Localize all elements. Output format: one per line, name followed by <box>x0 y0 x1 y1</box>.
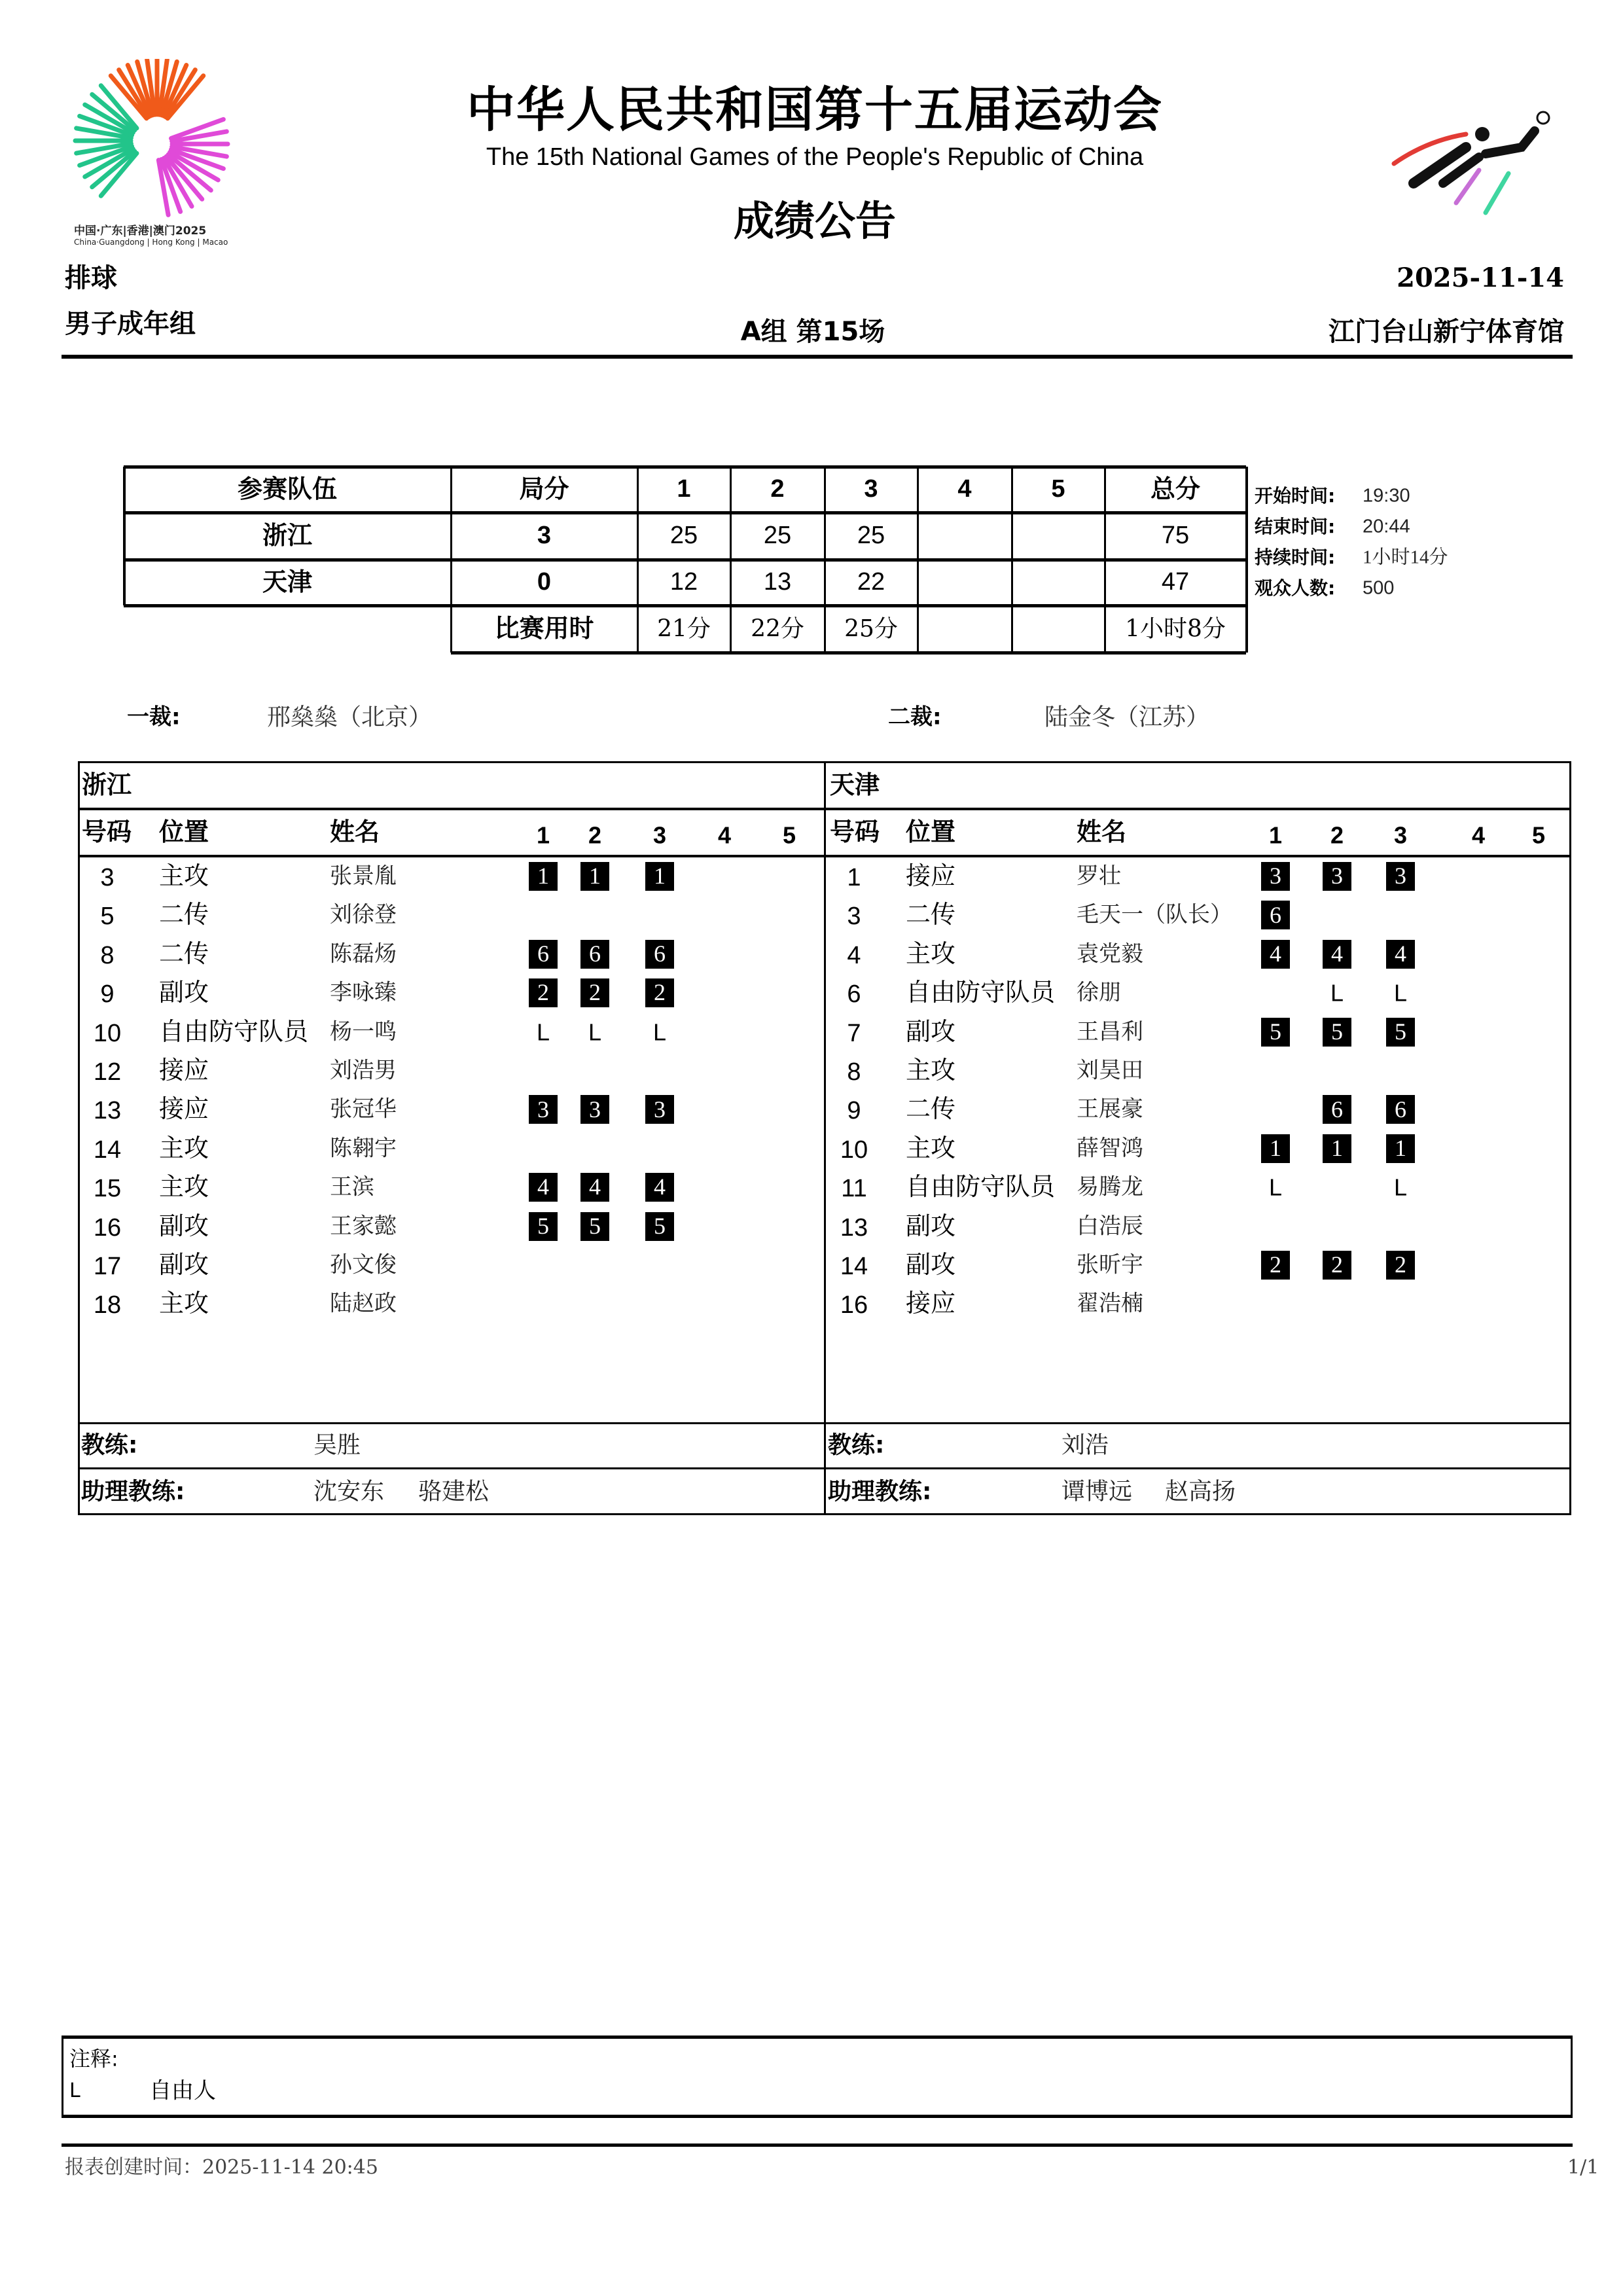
notes-label: 注释: <box>69 2046 118 2072</box>
libero-marker: L <box>652 1018 667 1045</box>
match-info-value: 1小时14分 <box>1363 547 1448 568</box>
logo-text-cn: 中国·广东|香港|澳门2025 <box>74 224 207 238</box>
player-name: 刘浩男 <box>330 1057 397 1084</box>
player-position: 接应 <box>159 1056 209 1085</box>
set-score-cell: 22 <box>857 568 885 596</box>
libero-marker: L <box>536 1018 550 1045</box>
match-info-label: 开始时间: <box>1255 484 1336 507</box>
player-position: 副攻 <box>159 978 209 1007</box>
header-set: 2 <box>1330 821 1344 849</box>
assistant-coach-name: 沈安东 <box>313 1478 385 1505</box>
roster-rule <box>78 855 1571 857</box>
player-name: 杨一鸣 <box>330 1018 397 1045</box>
first-referee-label: 一裁: <box>127 704 181 730</box>
starting-position-badge: 3 <box>580 1095 609 1124</box>
set-score-cell: 25 <box>857 522 885 550</box>
header-set: 5 <box>1531 821 1546 849</box>
player-number: 5 <box>100 903 115 931</box>
venue-label: 江门台山新宁体育馆 <box>1329 317 1564 347</box>
starting-position-badge: 5 <box>529 1212 558 1241</box>
table-rule <box>124 511 1246 514</box>
header-set: 4 <box>717 821 732 849</box>
player-position: 副攻 <box>906 1211 956 1240</box>
starting-position-badge: 6 <box>529 940 558 969</box>
header-number: 号码 <box>830 817 880 847</box>
match-info-label: 持续时间: <box>1255 546 1336 568</box>
starting-position-badge: 4 <box>1261 940 1290 969</box>
sets-won-cell: 3 <box>537 522 552 550</box>
starting-position-badge: 3 <box>645 1095 674 1124</box>
player-position: 二传 <box>159 900 209 929</box>
header-position: 位置 <box>159 817 209 847</box>
player-number: 10 <box>840 1136 868 1164</box>
player-position: 接应 <box>906 1289 956 1318</box>
libero-marker: L <box>1393 1174 1408 1201</box>
score-header-cell: 1 <box>677 475 691 503</box>
coach-name: 吴胜 <box>313 1431 361 1459</box>
libero-marker: L <box>1268 1174 1283 1201</box>
table-column-rule <box>1245 467 1248 653</box>
report-created-time: 报表创建时间：2025-11-14 20:45 <box>65 2155 378 2179</box>
volleyball-player-icon <box>1387 105 1564 216</box>
team-name-cell: 浙江 <box>262 521 313 550</box>
assistant-coach-name: 赵高扬 <box>1165 1478 1236 1505</box>
starting-position-badge: 1 <box>1261 1134 1290 1163</box>
starting-position-badge: 5 <box>1386 1018 1415 1047</box>
player-number: 13 <box>840 1213 868 1242</box>
player-number: 8 <box>847 1058 861 1086</box>
starting-position-badge: 4 <box>529 1173 558 1202</box>
match-date: 2025-11-14 <box>1397 262 1564 293</box>
player-position: 主攻 <box>906 1133 956 1162</box>
roster-divider <box>824 761 826 1515</box>
coach-name: 刘浩 <box>1061 1431 1109 1459</box>
starting-position-badge: 2 <box>1323 1251 1351 1280</box>
player-position: 二传 <box>159 939 209 968</box>
coach-label: 教练: <box>828 1431 885 1459</box>
player-position: 接应 <box>906 861 956 891</box>
player-name: 陆赵政 <box>330 1290 397 1317</box>
starting-position-badge: 2 <box>529 978 558 1007</box>
libero-marker: L <box>1330 979 1344 1007</box>
player-number: 9 <box>100 980 115 1009</box>
header-set: 1 <box>536 821 550 849</box>
player-number: 10 <box>93 1019 122 1047</box>
header-set: 2 <box>588 821 602 849</box>
player-name: 王展豪 <box>1077 1096 1143 1122</box>
header-number: 号码 <box>82 817 132 847</box>
starting-position-badge: 2 <box>1261 1251 1290 1280</box>
games-emblem-icon <box>69 59 245 223</box>
document-title: 成绩公告 <box>733 197 897 245</box>
starting-position-badge: 5 <box>645 1212 674 1241</box>
table-column-rule <box>1011 467 1013 653</box>
player-position: 二传 <box>906 900 956 929</box>
assistant-coach-name: 谭博远 <box>1061 1478 1133 1505</box>
starting-position-badge: 5 <box>580 1212 609 1241</box>
set-duration-cell: 25分 <box>844 615 898 643</box>
player-name: 张冠华 <box>330 1096 397 1122</box>
page-number: 1/1 <box>1567 2155 1599 2179</box>
header-set: 3 <box>652 821 667 849</box>
player-name: 李咏臻 <box>330 979 397 1006</box>
table-column-rule <box>450 467 452 653</box>
player-number: 17 <box>93 1253 122 1281</box>
player-name: 王滨 <box>330 1174 374 1200</box>
player-name: 孙文俊 <box>330 1251 397 1278</box>
player-name: 薛智鸿 <box>1077 1135 1143 1162</box>
note-meaning: 自由人 <box>149 2077 216 2104</box>
table-column-rule <box>637 467 639 653</box>
set-score-cell: 13 <box>763 568 792 596</box>
player-name: 王昌利 <box>1077 1018 1143 1045</box>
player-number: 14 <box>93 1136 122 1164</box>
starting-position-badge: 4 <box>580 1173 609 1202</box>
games-logo <box>69 59 245 262</box>
player-name: 袁党毅 <box>1077 941 1143 967</box>
score-header-cell: 总分 <box>1150 475 1201 504</box>
category-label: 男子成年组 <box>65 309 196 339</box>
set-score-cell: 12 <box>669 568 698 596</box>
table-column-rule <box>824 467 826 653</box>
header-rule <box>62 355 1573 359</box>
set-duration-cell: 21分 <box>657 615 711 643</box>
match-info-value: 19:30 <box>1363 485 1410 507</box>
score-header-cell: 4 <box>957 475 972 503</box>
assistant-coach-label: 助理教练: <box>81 1478 185 1505</box>
starting-position-badge: 2 <box>645 978 674 1007</box>
table-rule <box>124 558 1246 562</box>
volleyball-pictogram <box>1387 105 1564 219</box>
total-score-cell: 75 <box>1161 522 1190 550</box>
notes-box <box>62 2036 1573 2118</box>
player-name: 翟浩楠 <box>1077 1290 1143 1317</box>
match-info-label: 观众人数: <box>1255 577 1336 599</box>
player-position: 二传 <box>906 1094 956 1124</box>
player-position: 主攻 <box>159 1133 209 1162</box>
player-number: 3 <box>847 903 861 931</box>
match-info-value: 20:44 <box>1363 516 1410 537</box>
table-rule <box>124 465 1246 469</box>
starting-position-badge: 3 <box>529 1095 558 1124</box>
player-name: 张景胤 <box>330 863 397 889</box>
starting-position-badge: 1 <box>580 862 609 891</box>
set-duration-cell: 22分 <box>751 615 804 643</box>
starting-position-badge: 2 <box>1386 1251 1415 1280</box>
sport-label: 排球 <box>65 263 117 293</box>
roster-rule <box>78 1422 1571 1424</box>
player-name: 毛天一（队长） <box>1077 901 1232 928</box>
header-set: 1 <box>1268 821 1283 849</box>
player-name: 陈翱宇 <box>330 1135 397 1162</box>
player-position: 接应 <box>159 1094 209 1124</box>
player-position: 主攻 <box>159 861 209 891</box>
player-number: 14 <box>840 1253 868 1281</box>
player-number: 8 <box>100 941 115 969</box>
starting-position-badge: 6 <box>645 940 674 969</box>
team-name-cell: 天津 <box>262 567 313 597</box>
table-column-rule <box>730 467 732 653</box>
player-number: 18 <box>93 1291 122 1319</box>
header-name: 姓名 <box>330 817 380 847</box>
table-column-rule <box>917 467 919 653</box>
roster-rule <box>78 808 1571 810</box>
set-score-cell: 25 <box>763 522 792 550</box>
second-referee-name: 陆金冬（江苏） <box>1044 704 1210 731</box>
score-header-cell: 参赛队伍 <box>237 475 338 504</box>
player-number: 3 <box>100 864 115 892</box>
player-number: 16 <box>93 1213 122 1242</box>
logo-text-en: China·Guangdong | Hong Kong | Macao <box>74 237 228 247</box>
player-number: 11 <box>841 1175 867 1203</box>
first-referee-name: 邢燊燊（北京） <box>267 704 433 731</box>
player-number: 1 <box>847 864 861 892</box>
note-code: L <box>69 2079 80 2102</box>
starting-position-badge: 6 <box>1261 901 1290 929</box>
starting-position-badge: 1 <box>529 862 558 891</box>
header-position: 位置 <box>906 817 956 847</box>
header-set: 4 <box>1471 821 1486 849</box>
score-header-cell: 2 <box>770 475 785 503</box>
player-number: 9 <box>847 1097 861 1125</box>
player-position: 副攻 <box>906 1250 956 1280</box>
assistant-coach-label: 助理教练: <box>828 1478 932 1505</box>
header-set: 3 <box>1393 821 1408 849</box>
match-info-label: 结束时间: <box>1255 515 1336 537</box>
player-position: 主攻 <box>906 939 956 968</box>
starting-position-badge: 2 <box>580 978 609 1007</box>
table-column-rule <box>1104 467 1106 653</box>
player-name: 白浩辰 <box>1077 1213 1143 1240</box>
starting-position-badge: 3 <box>1323 862 1351 891</box>
player-number: 12 <box>93 1058 122 1086</box>
player-position: 自由防守队员 <box>159 1016 309 1046</box>
header-name: 姓名 <box>1077 817 1127 847</box>
libero-marker: L <box>588 1018 602 1045</box>
roster-team-name: 浙江 <box>82 770 132 800</box>
player-name: 罗壮 <box>1077 863 1121 889</box>
score-header-cell: 5 <box>1051 475 1065 503</box>
player-position: 副攻 <box>159 1250 209 1280</box>
second-referee-label: 二裁: <box>888 704 942 730</box>
total-score-cell: 47 <box>1161 568 1190 596</box>
starting-position-badge: 5 <box>1261 1018 1290 1047</box>
starting-position-badge: 1 <box>1386 1134 1415 1163</box>
player-number: 4 <box>847 941 861 969</box>
player-number: 15 <box>93 1175 122 1203</box>
player-number: 13 <box>93 1097 122 1125</box>
player-name: 陈磊炀 <box>330 941 397 967</box>
set-score-cell: 25 <box>669 522 698 550</box>
starting-position-badge: 1 <box>1323 1134 1351 1163</box>
starting-position-badge: 1 <box>645 862 674 891</box>
coach-label: 教练: <box>81 1431 138 1459</box>
starting-position-badge: 6 <box>1386 1095 1415 1124</box>
player-number: 7 <box>847 1019 861 1047</box>
player-position: 主攻 <box>906 1056 956 1085</box>
player-position: 自由防守队员 <box>906 1172 1056 1202</box>
player-name: 易腾龙 <box>1077 1174 1143 1200</box>
starting-position-badge: 6 <box>1323 1095 1351 1124</box>
player-number: 16 <box>840 1291 868 1319</box>
score-header-cell: 3 <box>864 475 878 503</box>
libero-marker: L <box>1393 979 1408 1007</box>
starting-position-badge: 3 <box>1386 862 1415 891</box>
score-header-cell: 局分 <box>519 475 569 504</box>
player-name: 刘徐登 <box>330 901 397 928</box>
title-en: The 15th National Games of the People's Republic of China <box>486 143 1144 171</box>
roster-team-name: 天津 <box>830 770 880 800</box>
player-name: 刘昊田 <box>1077 1057 1143 1084</box>
total-duration-cell: 1小时8分 <box>1125 615 1226 643</box>
assistant-coach-name: 骆建松 <box>418 1478 490 1505</box>
starting-position-badge: 3 <box>1261 862 1290 891</box>
starting-position-badge: 4 <box>645 1173 674 1202</box>
player-position: 自由防守队员 <box>906 978 1056 1007</box>
footer-rule <box>62 2144 1573 2147</box>
player-name: 徐朋 <box>1077 979 1121 1006</box>
duration-label: 比赛用时 <box>494 614 594 643</box>
match-info-value: 500 <box>1363 577 1395 599</box>
header-set: 5 <box>782 821 796 849</box>
table-rule <box>124 604 1246 607</box>
player-position: 副攻 <box>159 1211 209 1240</box>
roster-rule <box>78 1467 1571 1469</box>
match-label: A组 第15场 <box>740 317 885 347</box>
player-position: 主攻 <box>159 1289 209 1318</box>
player-position: 主攻 <box>159 1172 209 1202</box>
table-column-rule <box>123 467 126 605</box>
player-name: 王家懿 <box>330 1213 397 1240</box>
sets-won-cell: 0 <box>537 568 552 596</box>
table-rule <box>451 651 1246 655</box>
player-number: 6 <box>847 980 861 1009</box>
title-cn: 中华人民共和国第十五届运动会 <box>467 82 1163 138</box>
starting-position-badge: 5 <box>1323 1018 1351 1047</box>
starting-position-badge: 4 <box>1386 940 1415 969</box>
starting-position-badge: 6 <box>580 940 609 969</box>
player-position: 副攻 <box>906 1016 956 1046</box>
player-name: 张昕宇 <box>1077 1251 1143 1278</box>
starting-position-badge: 4 <box>1323 940 1351 969</box>
